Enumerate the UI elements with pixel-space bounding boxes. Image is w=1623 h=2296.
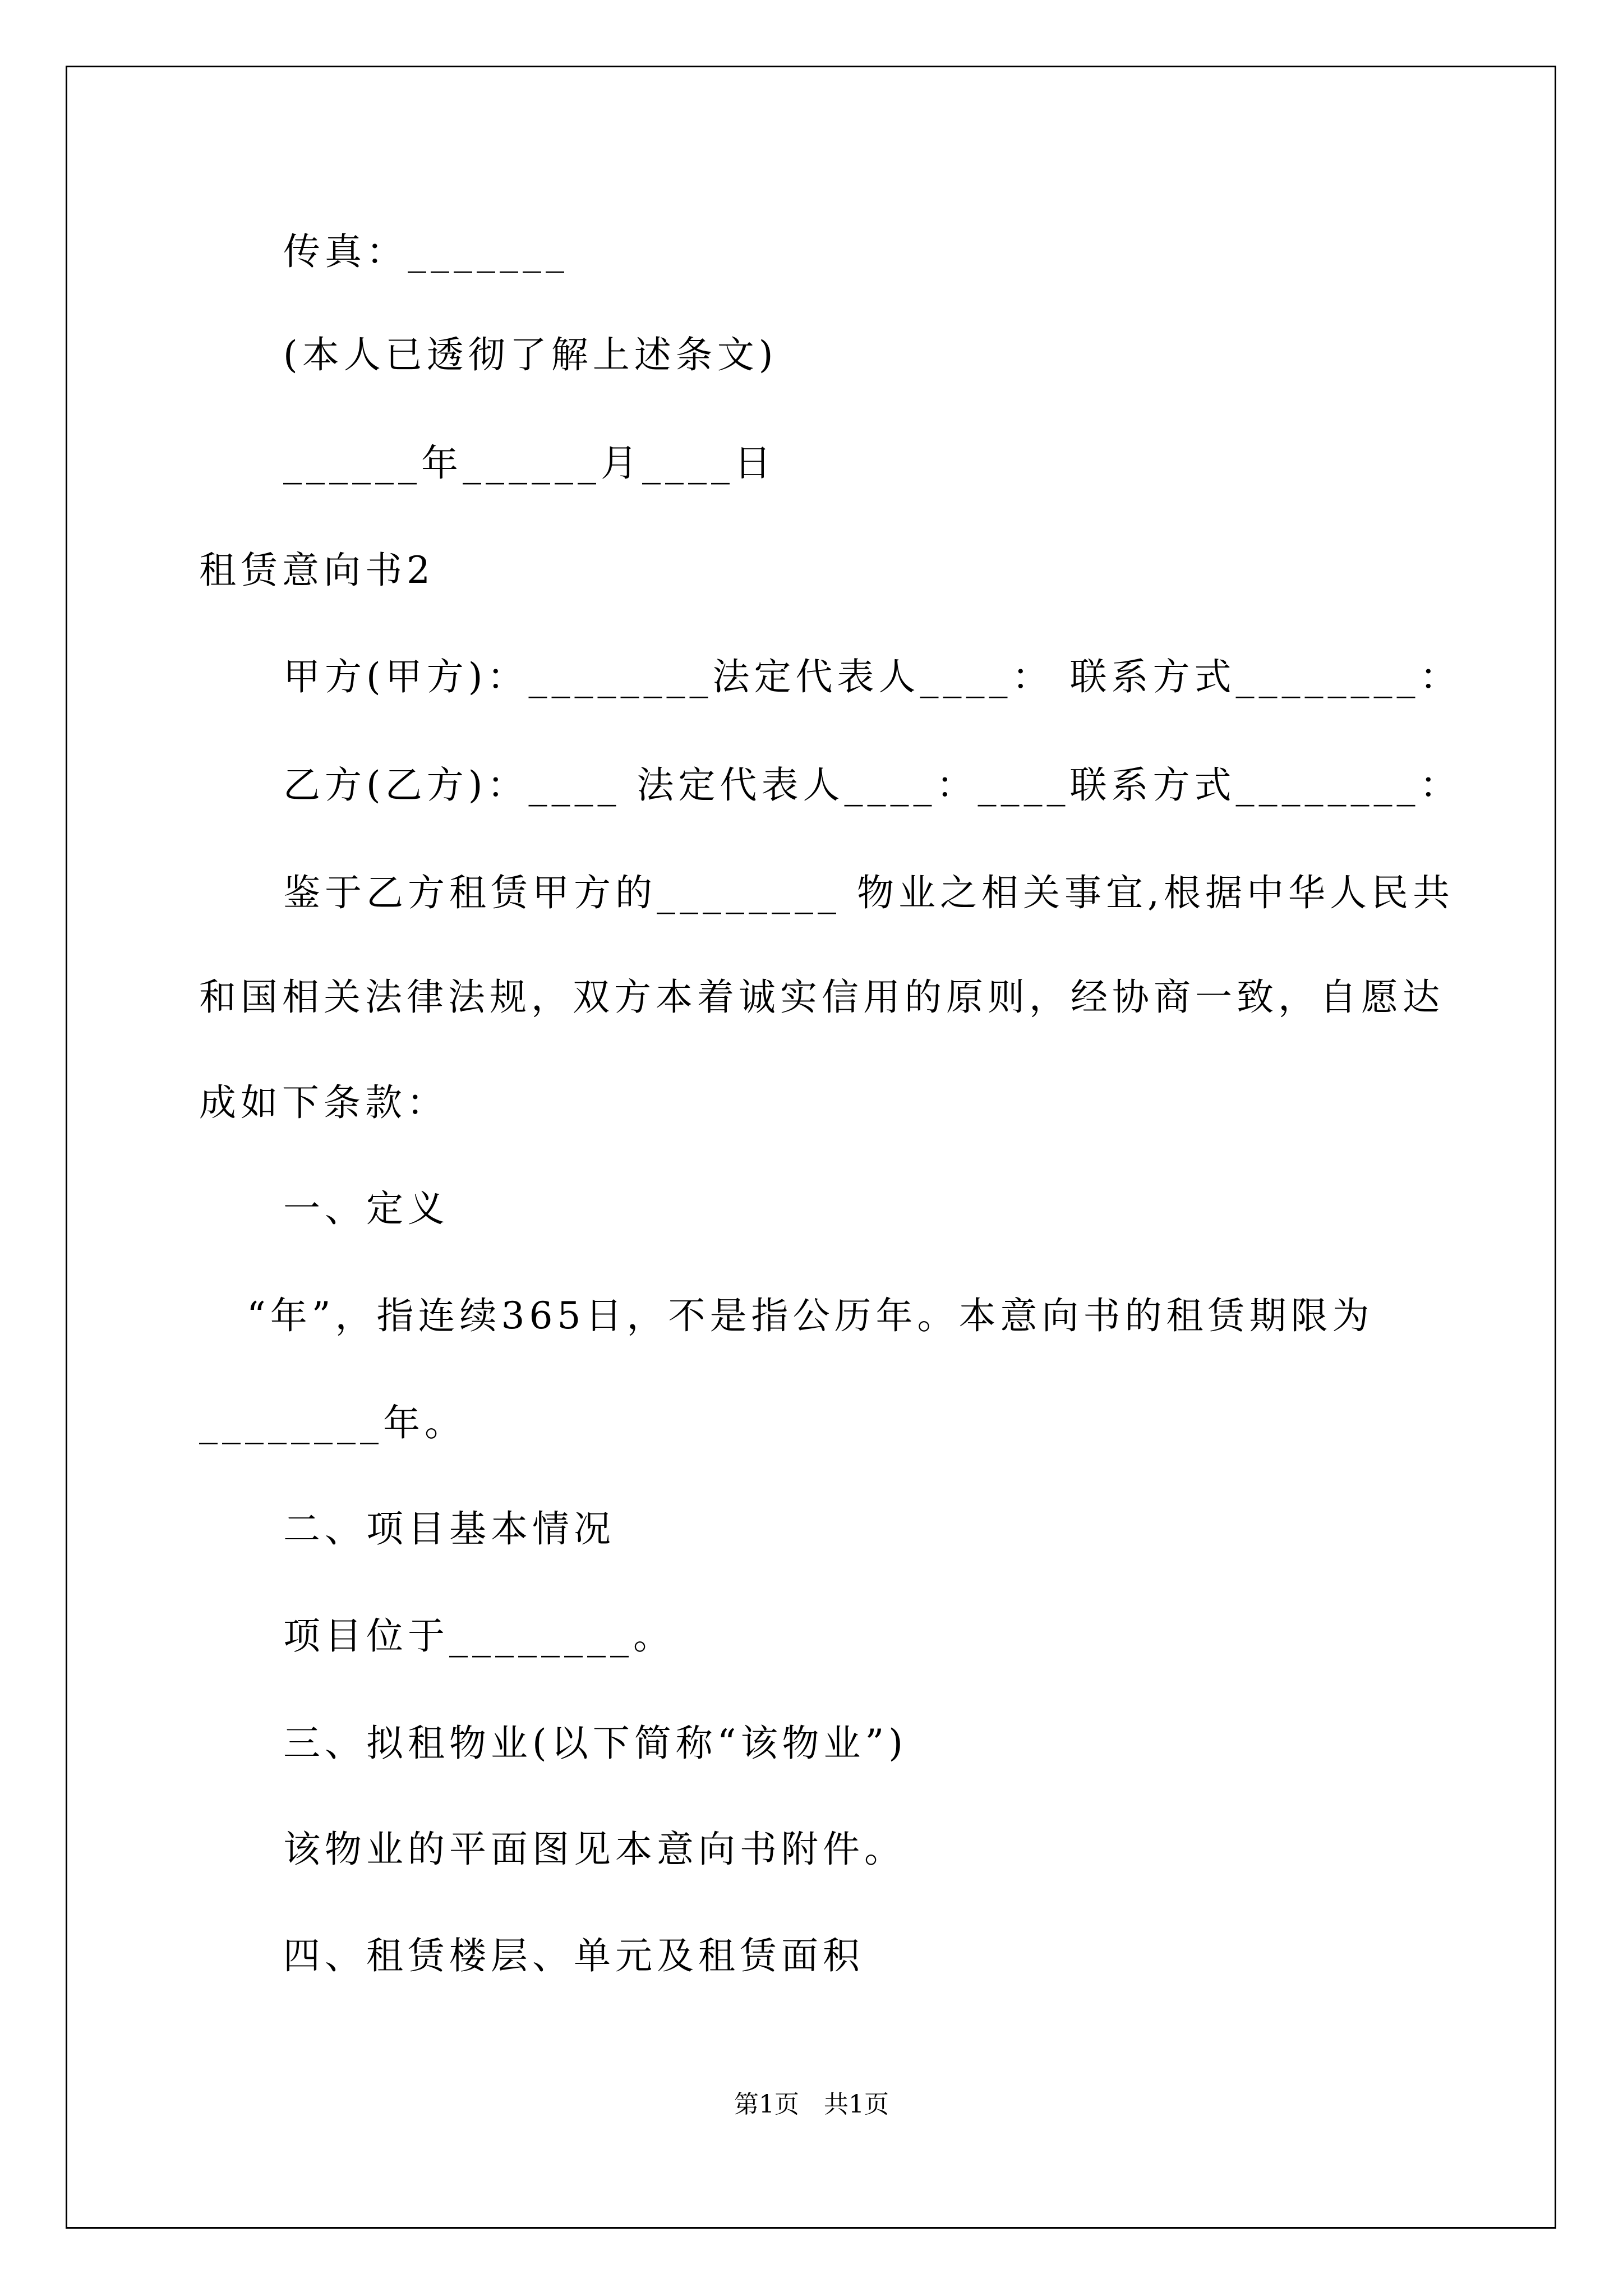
party-a-line: 甲方(甲方)：________法定代表人____： 联系方式________： <box>283 655 1461 698</box>
clause-1-text-line-1: “年”，指连续365日，不是指公历年。本意向书的租赁期限为 <box>247 1294 1374 1337</box>
clause-1-heading: 一、定义 <box>283 1187 449 1230</box>
page-number-footer: 第1页 共1页 <box>734 2090 889 2119</box>
preamble-line-2: 和国相关法律法规，双方本着诚实信用的原则，经协商一致，自愿达 <box>199 976 1444 1019</box>
clause-1-text-line-2: ________年。 <box>199 1401 466 1444</box>
fax-line: 传真：_______ <box>283 230 569 273</box>
page-border <box>66 66 1556 2229</box>
clause-2-text: 项目位于________。 <box>283 1614 675 1658</box>
preamble-line-3: 成如下条款： <box>199 1081 448 1124</box>
date-line: ______年______月____日 <box>283 441 776 485</box>
party-b-line: 乙方(乙方)：____ 法定代表人____：____联系方式________： <box>283 763 1461 807</box>
clause-2-heading: 二、项目基本情况 <box>283 1507 615 1550</box>
section-heading: 租赁意向书2 <box>199 549 435 592</box>
acknowledgement-line: (本人已透彻了解上述条文) <box>283 333 778 376</box>
clause-4-heading: 四、租赁楼层、单元及租赁面积 <box>283 1934 864 1977</box>
preamble-line-1: 鉴于乙方租赁甲方的________ 物业之相关事宜,根据中华人民共 <box>283 871 1454 914</box>
clause-3-heading: 三、拟租物业(以下简称“该物业”) <box>283 1722 907 1765</box>
clause-3-text: 该物业的平面图见本意向书附件。 <box>283 1828 906 1871</box>
